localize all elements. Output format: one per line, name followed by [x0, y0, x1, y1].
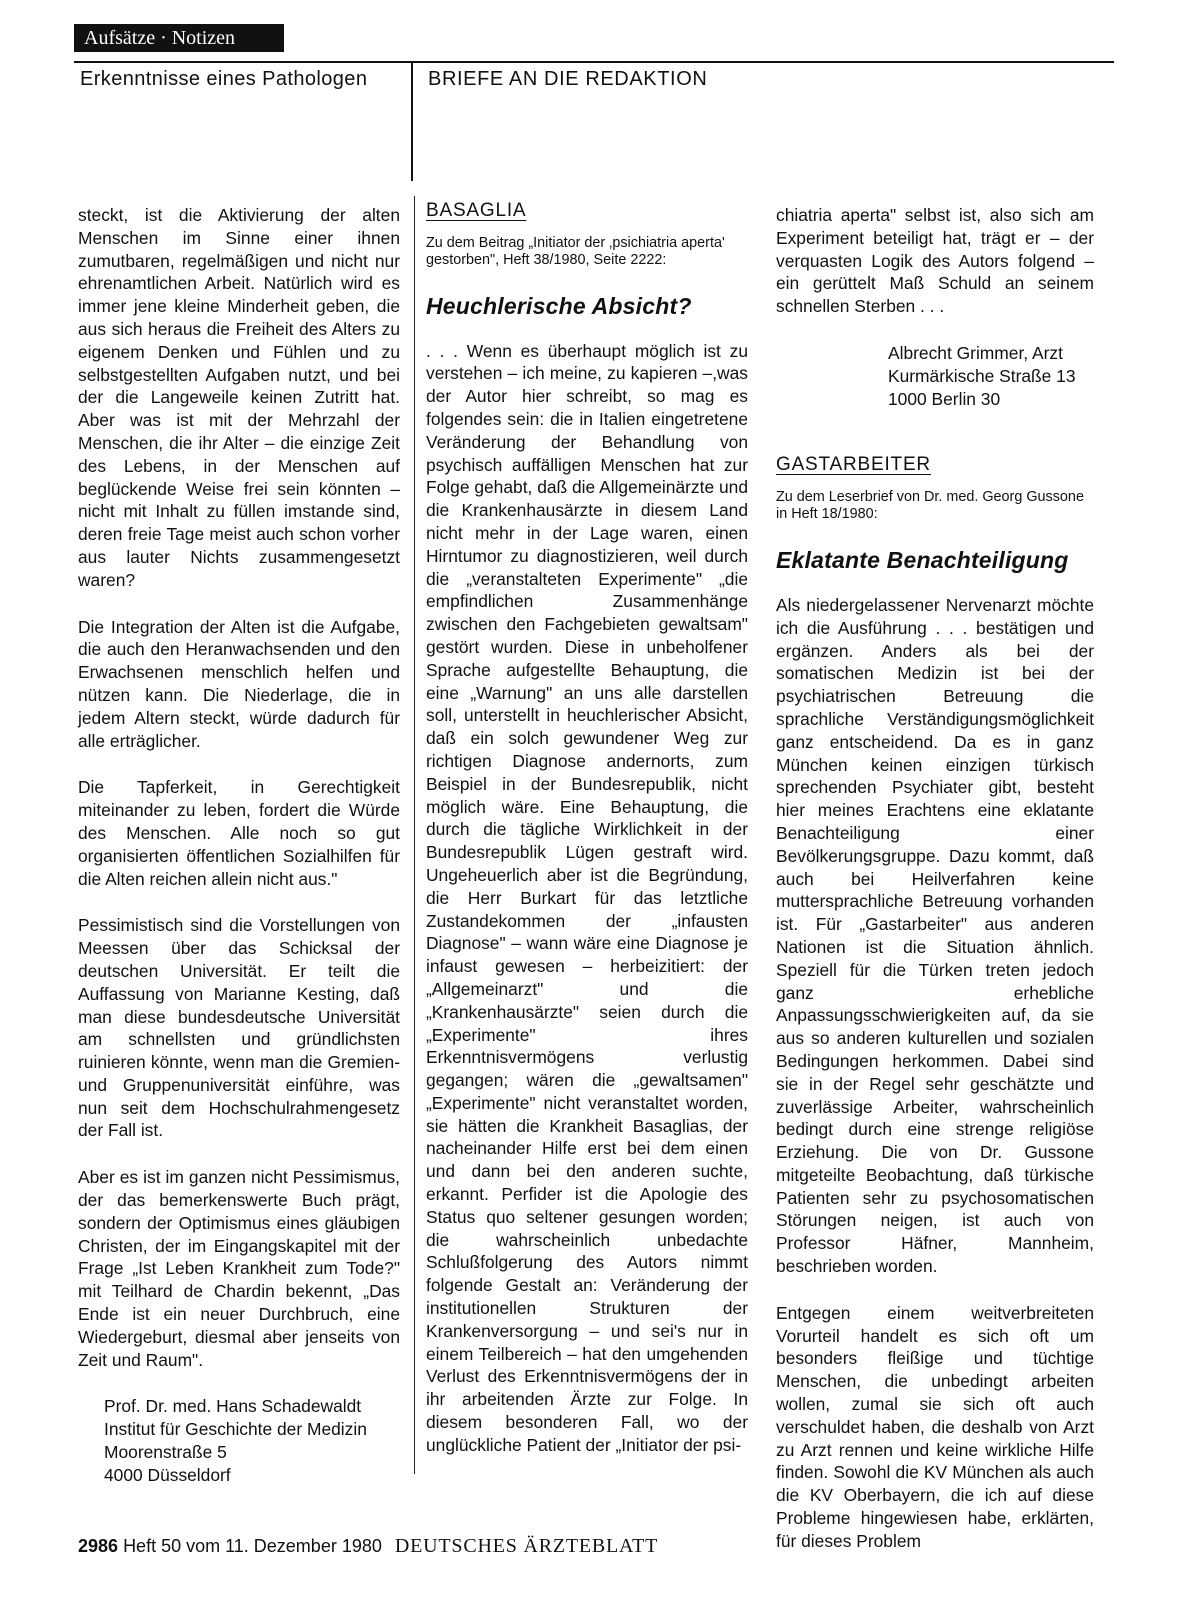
paragraph: Entgegen einem weitverbreiteten Vorurteil handelt es sich oft um besonders fleißige und tüchtige Menschen, die unbedingt arbeiten wollen, zumal sie sich oft auch verschuldet haben, die deshalb von Arzt zu Arzt rennen und keine wirkliche Hilfe finden. Sowohl die KV München als auch die KV Oberbayern, die ich auf diese Probleme hingewiesen habe, erklärten, für dieses Problem [776, 1302, 1094, 1551]
signature-line: 4000 Düsseldorf [104, 1464, 231, 1485]
signature-line: Albrecht Grimmer, Arzt [888, 342, 1063, 363]
running-header-right: BRIEFE AN DIE REDAKTION [428, 68, 708, 90]
signature-line: Moorenstraße 5 [104, 1442, 227, 1463]
signature-line: Kurmärkische Straße 13 [888, 365, 1076, 386]
column-middle [426, 200, 748, 1481]
header-rule [74, 61, 1114, 63]
paragraph: Die Integration der Alten ist die Aufgabe, die auch den Heranwachsenden und den Erwachsenen menschlich helfen und nützen kann. Die Niederlage, die in jedem Altern steckt, würde dadurch für alle erträglicher. [78, 616, 400, 751]
letter-topic: GASTARBEITER [776, 454, 931, 476]
signature-line: Prof. Dr. med. Hans Schadewaldt [104, 1396, 362, 1417]
paragraph: Pessimistisch sind die Vorstellungen von Meessen über das Schicksal der deutschen Universität. Er teilt die Auffassung von Marianne Kesting, daß man diese bundesdeutsche Universität am schnellsten und gründlichsten ruinieren könnte, wenn man die Gremien- und Gruppenuniversität einführe, was nun seit dem Hochschulrahmengesetz der Fall ist. [78, 915, 400, 1141]
paragraph: Die Tapferkeit, in Gerechtigkeit miteinander zu leben, fordert die Würde des Menschen. Alle noch so gut organisierten öffentlichen Sozialhilfen für die Alten reichen allein nicht aus." [78, 777, 400, 889]
paragraph: Aber es ist im ganzen nicht Pessimismus, der das bemerkenswerte Buch prägt, sondern der Optimismus eines gläubigen Christen, der im Eingangskapitel mit der Frage „Ist Leben Krankheit zum Tode?" mit Teilhard de Chardin bekennt, „Das Ende ist ein neuer Durchbruch, eine Wiedergeburt, diesmal aber jenseits von Zeit und Raum". [78, 1167, 400, 1370]
header-divider [411, 61, 413, 181]
page-footer [78, 1535, 658, 1558]
section-tag: Aufsätze · Notizen [74, 24, 284, 52]
letter-headline: Eklatante Benachteiligung [776, 547, 1069, 574]
author-signature [104, 1395, 400, 1486]
paragraph: Als niedergelassener Nervenarzt möchte ich die Ausführung . . . bestätigen und ergänzen. Anders als bei der somatischen Medizin ist bei der psychiatrischen Betreuung die sprachliche Verständigungsmöglichkeit ganz entscheidend. Da es in ganz München keinen einzigen türkisch sprechenden Psychiater gibt, besteht hier meines Erachtens eine eklatante Benachteiligung einer Bevölkerungsgruppe. Dazu kommt, daß auch bei Heilverfahren keine muttersprachliche Betreuung vorhanden ist. Für „Gastarbeiter" aus anderen Nationen ist die Situation ähnlich. Speziell für die Türken treten jedoch ganz erhebliche Anpassungsschwierigkeiten auf, da sie aus so anderen kulturellen und sozialen Bedingungen herkommen. Dabei sind sie in der Regel sehr geschätzte und zuverlässige Arbeiter, wahrscheinlich bedingt durch eine strenge religiöse Erziehung. Die von Dr. Gussone mitgeteilte Beobachtung, daß türkische Patienten sehr zu psychosomatischen Störungen neigen, ist auch von Professor Häfner, Mannheim, beschrieben worden. [776, 594, 1094, 1277]
letter-topic: BASAGLIA [426, 200, 527, 221]
signature-line: Institut für Geschichte der Medizin [104, 1419, 367, 1440]
author-signature [888, 342, 1094, 410]
letter-headline: Heuchlerische Absicht? [426, 292, 692, 319]
column-divider [414, 196, 415, 1474]
paragraph: chiatria aperta" selbst ist, also sich am Experiment beteiligt hat, trägt er – der verquasten Logik des Autors folgend – ein gerüttelt Maß Schuld an seinem schnellen Sterben . . . [776, 205, 1094, 317]
paragraph: . . . Wenn es überhaupt möglich ist zu verstehen – ich meine, zu kapieren –,was der Autor hier schreibt, so mag es folgendes sein: die in Italien eingetretene Veränderung der Behandlung von psychisch auffälligen Menschen hat zur Folge gehabt, daß die Allgemeinärzte und die Krankenhausärzte in diesem Land nicht mehr in der Lage waren, einen Hirntumor zu diagnostizieren, weil durch die „veranstalteten Experimente" „die empfindlichen Zusammenhänge zwischen den Fachgebieten gewaltsam" gestört wurden. Diese in unbeholfener Sprache aufgestellte Behauptung, die eine „Warnung" an uns alle darstellen soll, unterstellt in heuchlerischer Absicht, daß ein solch gewundener Weg zur richtigen Diagnose andernorts, zum Beispiel in der Bundesrepublik, nicht möglich wäre. Eine Behauptung, die durch die tägliche Wirklichkeit in der Bundesrepublik Lügen gestraft wird. Ungeheuerlich aber ist die Begründung, die Herr Burkart für das letztliche Zustandekommen der „infausten Diagnose" – wann wäre eine Diagnose je infaust gewesen – herbeizitiert: der „Allgemeinarzt" und die „Krankenhausärzte" seien durch die „Experimente" ihres Erkenntnisvermögens verlustig gegangen; wären die „gewaltsamen" „Experimente" nicht veranstaltet worden, sie hätten die Krankheit Basaglias, der nacheinander Hilfe erst bei dem einen und dann bei den anderen suchte, erkannt. Perfider ist die Apologie des Status quo seltener gesungen worden; die wahrscheinlich unbedachte Schlußfolgerung des Autors nimmt folgende Gestalt an: Veränderung der institutionellen Strukturen der Krankenversorgung – und sei's nur in einem Teilbereich – hat den umgehenden Verlust des Erkenntnisvermögens der in ihr arbeitenden Ärzte zur Folge. In diesem besonderen Fall, wo der unglückliche Patient der „Initiator der psi- [426, 340, 748, 1455]
running-header-left: Erkenntnisse eines Pathologen [80, 68, 368, 90]
column-right [776, 204, 1094, 1577]
issue-info: Heft 50 vom 11. Dezember 1980 [123, 1536, 382, 1556]
paragraph: steckt, ist die Aktivierung der alten Menschen im Sinne einer ihnen zumutbaren, regelmäßigen und nicht nur ehrenamtlichen Arbeit. Natürlich wird es immer jene kleine Minderheit geben, die aus sich heraus die Freiheit des Alters zu eigenem Denken und Fühlen und zu selbstgestellten Aufgaben nutzt, und bei der die Langeweile keinen Zutritt hat. Aber was ist mit der Mehrzahl der Menschen, die ihr Alter – die einzige Zeit des Lebens, in der Menschen auf beglückende Weise frei sein könnten – nicht mit Inhalt zu füllen imstande sind, deren freie Tage meist auch schon vorher aus lauter Nichts zusammengesetzt waren? [78, 205, 400, 590]
journal-name: DEUTSCHES ÄRZTEBLATT [394, 1535, 659, 1557]
page-number: 2986 [78, 1536, 119, 1556]
signature-line: 1000 Berlin 30 [888, 388, 1001, 409]
letter-reference: Zu dem Beitrag „Initiator der ‚psichiatria aperta' gestorben", Heft 38/1980, Seite 2222: [426, 234, 725, 268]
letter-reference: Zu dem Leserbrief von Dr. med. Georg Gussone in Heft 18/1980: [776, 489, 1084, 523]
column-left [78, 204, 400, 1487]
